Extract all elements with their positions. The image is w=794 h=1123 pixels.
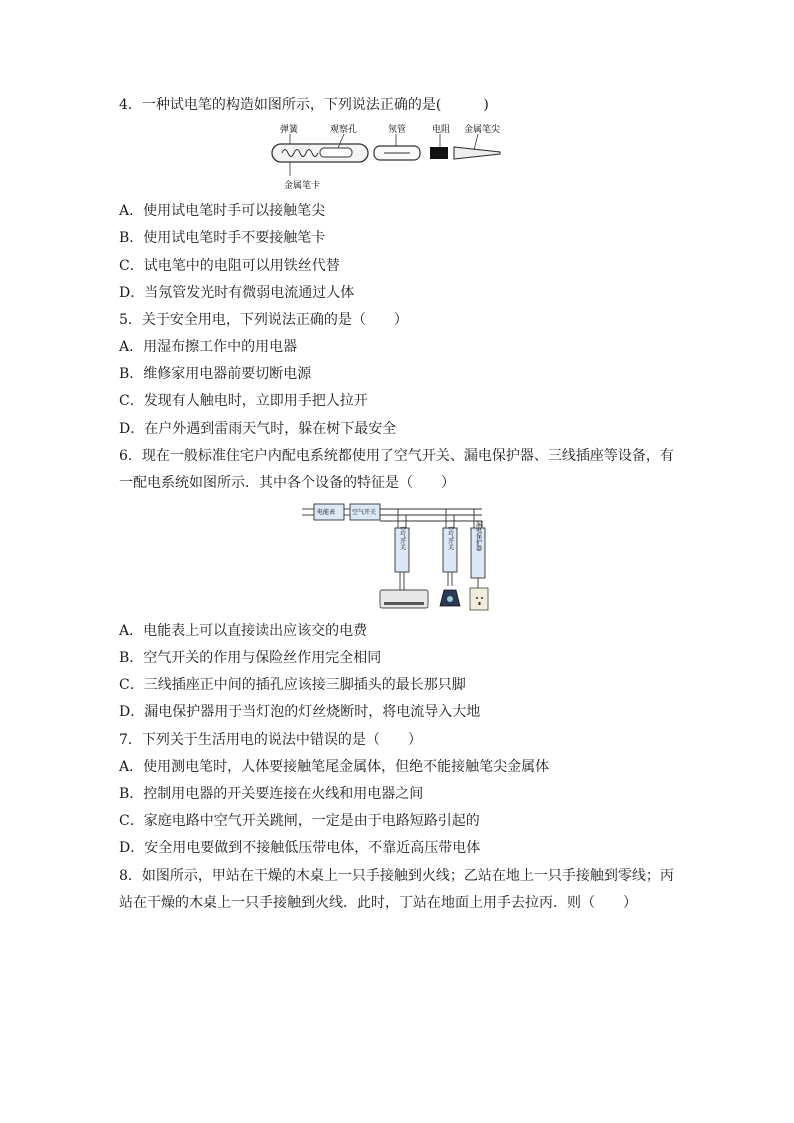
q6-option-b: B．空气开关的作用与保险丝作用完全相同 xyxy=(119,650,382,666)
leakage-protector-label: 漏电保护器 xyxy=(474,521,482,551)
q6-option-a: A．电能表上可以直接读出应该交的电费 xyxy=(119,623,368,639)
label-tip: 金属笔尖 xyxy=(464,125,501,135)
q5-option-d: D．在户外遇到雷雨天气时，躲在树下最安全 xyxy=(119,421,397,437)
q4-option-b: B．使用试电笔时手不要接触笔卡 xyxy=(119,230,326,246)
q5-option-c: C．发现有人触电时，立即用手把人拉开 xyxy=(119,393,368,409)
q7-stem: 7．下列关于生活用电的说法中错误的是（ ） xyxy=(119,732,422,748)
distribution-figure xyxy=(302,500,502,615)
label-window: 观察孔 xyxy=(330,125,358,135)
q6-stem-line1: 6．现在一般标准住宅户内配电系统都使用了空气开关、漏电保护器、三线插座等设备，有 xyxy=(119,448,674,464)
q5-option-a: A．用湿布擦工作中的用电器 xyxy=(119,339,298,355)
air-conditioner-icon xyxy=(380,590,428,608)
label-resistor: 电阻 xyxy=(432,125,451,135)
label-spring: 弹簧 xyxy=(280,125,299,135)
q7-option-c: C．家庭电路中空气开关跳闸，一定是由于电路短路引起的 xyxy=(119,813,480,829)
q4-option-c: C．试电笔中的电阻可以用铁丝代替 xyxy=(119,258,340,274)
q4-option-d: D．当氖管发光时有微弱电流通过人体 xyxy=(119,285,355,301)
main-switch-label: 空气开关 xyxy=(352,509,377,516)
label-neon: 氖管 xyxy=(388,125,407,135)
meter-label: 电能表 xyxy=(317,509,336,516)
q4-stem: 4．一种试电笔的构造如图所示，下列说法正确的是( ) xyxy=(119,97,489,113)
q7-option-b: B．控制用电器的开关要连接在火线和用电器之间 xyxy=(119,786,424,802)
label-clip: 金属笔卡 xyxy=(284,181,321,191)
branch1-switch-label: 空气开关 xyxy=(398,526,406,550)
metal-tip xyxy=(454,147,500,159)
q8-stem-line2: 站在干燥的木桌上一只手接触到火线．此时，丁站在地面上用手去拉丙．则（ ） xyxy=(119,895,637,911)
leader-tip xyxy=(474,134,478,150)
q7-option-d: D．安全用电要做到不接触低压带电体，不靠近高压带电体 xyxy=(119,840,481,856)
q8-stem-line1: 8．如图所示，甲站在干燥的木桌上一只手接触到火线；乙站在地上一只手接触到零线；丙 xyxy=(119,868,674,884)
socket-icon xyxy=(470,588,488,610)
pen-window xyxy=(320,148,352,157)
q5-stem: 5．关于安全用电，下列说法正确的是（ ） xyxy=(119,312,408,328)
q7-option-a: A．使用测电笔时，人体要接触笔尾金属体，但绝不能接触笔尖金属体 xyxy=(119,759,550,775)
q4-option-a: A．使用试电笔时手可以接触笔尖 xyxy=(119,203,326,219)
test-pen-figure xyxy=(268,122,508,194)
q6-option-d: D．漏电保护器用于当灯泡的灯丝烧断时，将电流导入大地 xyxy=(119,704,481,720)
resistor xyxy=(430,147,448,159)
q6-option-c: C．三线插座正中间的插孔应该接三脚插头的最长那只脚 xyxy=(119,677,466,693)
q6-stem-line2: 一配电系统如图所示．其中各个设备的特征是（ ） xyxy=(119,475,455,491)
q5-option-b: B．维修家用电器前要切断电源 xyxy=(119,366,312,382)
branch2-switch-label: 空气开关 xyxy=(446,526,454,550)
